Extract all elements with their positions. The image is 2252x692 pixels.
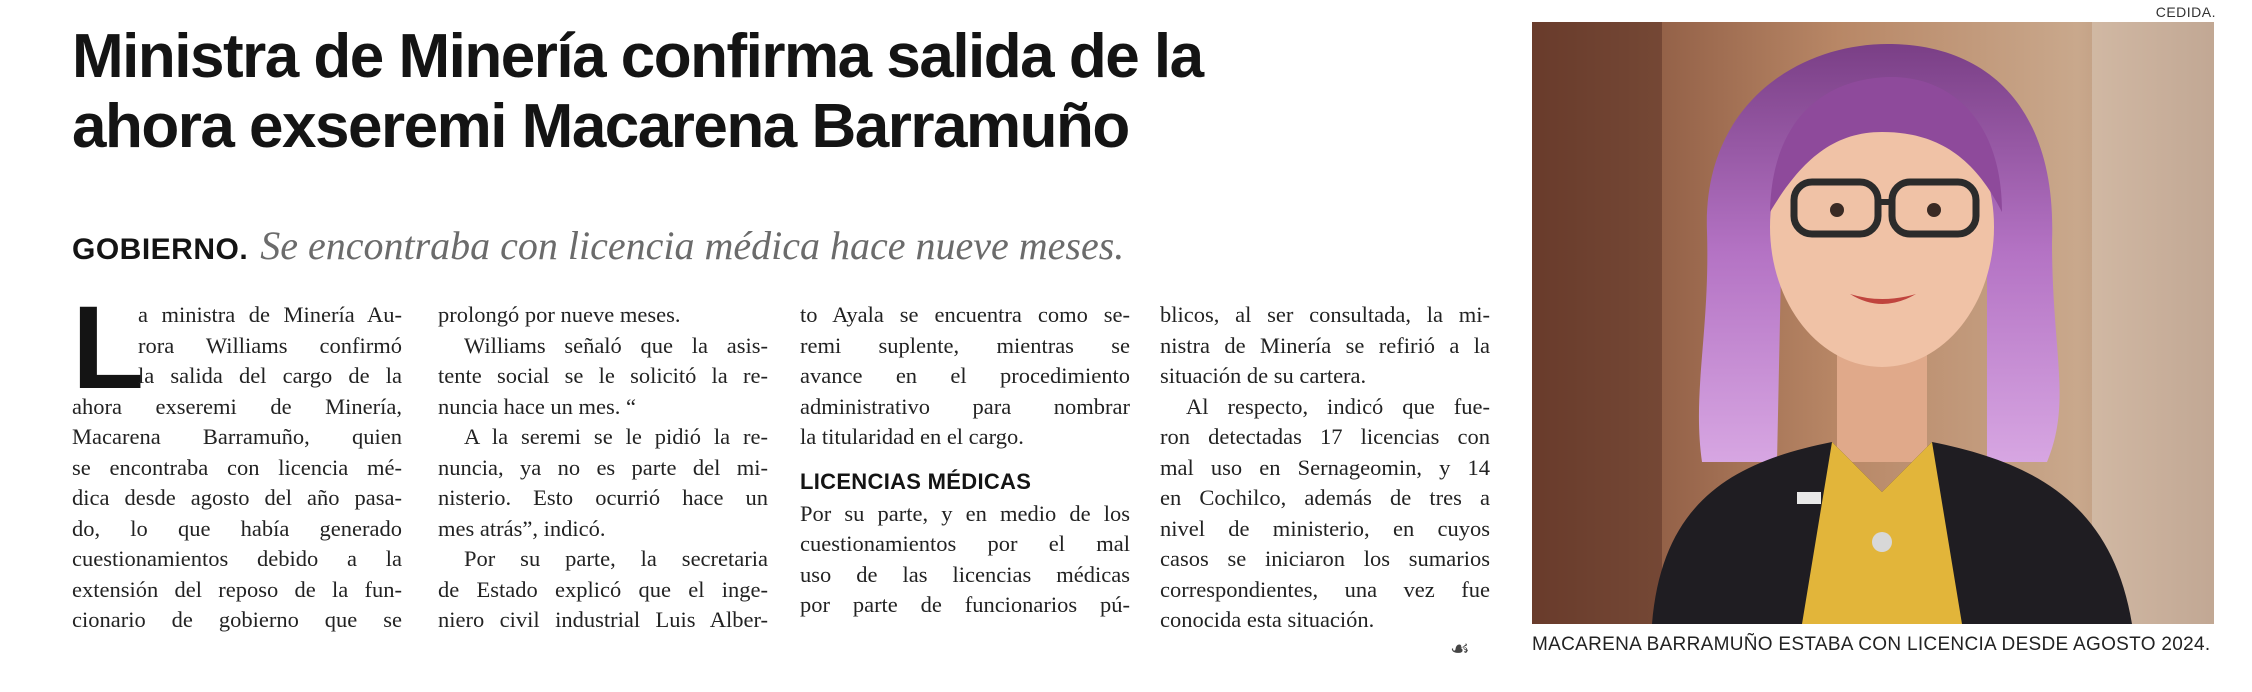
text-line: nistra de Minería se refirió a la [1160,332,1490,358]
text-line: do, lo que había generado [72,515,402,541]
end-of-article-icon: ☙ [1450,636,1470,661]
text-line: dica desde agosto del año pasa- [72,485,402,510]
text-line: administrativo para nombrar [800,393,1130,419]
text-line: avance en el procedimiento [800,363,1130,388]
text-line: nuncia, ya no es parte del mi- [438,454,768,480]
text-line: tente social se le solicitó la re- [438,363,768,388]
text-line: mes atrás”, indicó. [438,515,606,541]
text-line: Macarena Barramuño, quien [72,424,402,449]
text-line: to Ayala se encuentra como se- [800,302,1130,327]
text-line: correspondientes, una vez fue [1160,576,1490,602]
text-line: nivel de ministerio, en cuyos [1160,515,1490,541]
text-line: cuestionamientos por el mal [800,531,1130,556]
text-line: Al respecto, indicó que fue- [1186,393,1490,419]
text-line: ahora exseremi de Minería, [72,393,402,419]
photo-caption: MACARENA BARRAMUÑO ESTABA CON LICENCIA DESDE AGOSTO 2024. [1532,634,2211,655]
portrait-photo [1532,22,2214,624]
text-line: en Cochilco, además de tres a [1160,485,1490,510]
text-line: extensión del reposo de la fun- [72,576,402,602]
text-line: blicos, al ser consultada, la mi- [1160,302,1490,327]
headline-line-2: ahora exseremi Macarena Barramuño [72,92,1129,161]
headline-line-1: Ministra de Minería confirma salida de la [72,22,1203,91]
deck: Se encontraba con licencia médica hace nueve meses. [260,223,1125,268]
text-line: nuncia hace un mes. “ [438,393,637,419]
text-line: situación de su cartera. [1160,363,1367,388]
text-line: A la seremi se le pidió la re- [464,424,768,449]
text-line: niero civil industrial Luis Alber- [438,607,768,632]
text-line: a ministra de Minería Au- [138,302,402,327]
headline [72,22,1492,162]
article-column-2 [438,300,768,636]
article-column-1 [72,282,402,636]
text-line: la titularidad en el cargo. [800,424,1024,449]
text-line: casos se iniciaron los sumarios [1160,546,1490,571]
text-line: de Estado explicó que el inge- [438,576,768,602]
text-line: se encontraba con licencia mé- [72,454,402,480]
text-line: nisterio. Esto ocurrió hace un [438,485,768,510]
text-line: rora Williams confirmó [138,332,402,358]
text-line: Por su parte, y en medio de los [800,500,1130,526]
text-line: Williams señaló que la asis- [464,332,768,358]
article-column-3 [800,300,1130,621]
text-line: ron detectadas 17 licencias con [1160,424,1490,449]
drop-cap: L [72,282,145,414]
text-line: prolongó por nueve meses. [438,302,681,327]
text-line: remi suplente, mientras se [800,332,1130,358]
subhead [72,222,1124,269]
text-line: por parte de funcionarios pú- [800,592,1130,617]
section-tag: GOBIERNO. [72,233,249,266]
text-line: cuestionamientos debido a la [72,546,402,571]
text-line: Por su parte, la secretaria [464,546,768,571]
text-line: mal uso en Sernageomin, y 14 [1160,454,1490,480]
section-subheading: LICENCIAS MÉDICAS [800,468,1032,494]
text-line: uso de las licencias médicas [800,561,1130,587]
photo-credit: CEDIDA. [2155,4,2216,20]
text-line: cionario de gobierno que se [72,607,402,632]
text-line: conocida esta situación. [1160,607,1375,632]
text-line: la salida del cargo de la [138,363,402,388]
article-column-4 [1160,300,1490,636]
portrait-illustration [1532,22,2214,624]
